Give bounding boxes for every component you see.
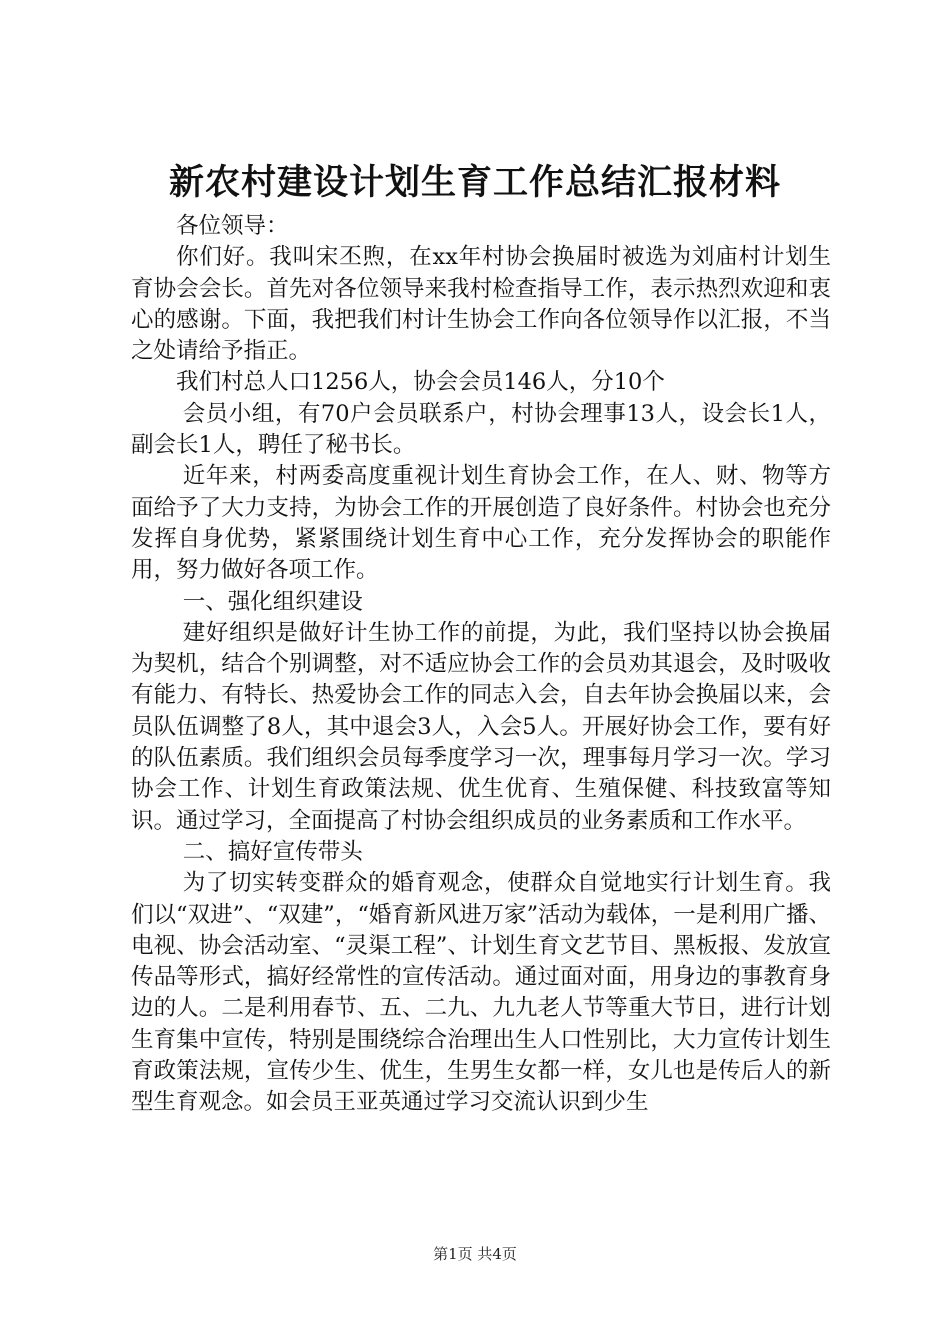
section-heading-1: 一、强化组织建设 (182, 588, 363, 615)
salutation: 各位领导： (176, 213, 289, 239)
paragraph-organization: 建好组织是做好计生协工作的前提，为此，我们坚持以协会换届为契机，结合个别调整，对不适应协会工作的会员劝其退会，及时吸收有能力、有特长、热爱协会工作的同志入会，自去年协会换届以来，会员队伍调整了8人，其中退会3人，入会5人。开展好协会工作，要有好的队伍素质。我们组织会员每季度学习一次，理事每月学习一次。学习协会工作、计划生育政策法规、优生优育、生殖保健、科技致富等知识。通过学习，全面提高了村协会组织成员的业务素质和工作水平。 (131, 619, 831, 834)
paragraph-support: 近年来，村两委高度重视计划生育协会工作，在人、财、物等方面给予了大力支持，为协会工作的开展创造了良好条件。村协会也充分发挥自身优势，紧紧围绕计划生育中心工作，充分发挥协会的职能作用，努力做好各项工作。 (131, 463, 831, 584)
paragraph-population: 我们村总人口1256人，协会会员146人，分10个 (176, 369, 665, 396)
page-number: 第1页 共4页 (433, 1245, 517, 1263)
document-title: 新农村建设计划生育工作总结汇报材料 (168, 162, 781, 203)
paragraph-groups: 会员小组，有70户会员联系户，村协会理事13人，设会长1人，副会长1人，聘任了秘书长。 (131, 400, 831, 459)
document-body (131, 211, 831, 1119)
paragraph-intro: 你们好。我叫宋丕煦，在xx年村协会换届时被选为刘庙村计划生育协会会长。首先对各位领导来我村检查指导工作，表示热烈欢迎和衷心的感谢。下面，我把我们村计生协会工作向各位领导作以汇报，不当之处请给予指正。 (131, 244, 831, 365)
paragraph-publicity: 为了切实转变群众的婚育观念，使群众自觉地实行计划生育。我们以“双进”、“双建”，“婚育新风进万家”活动为载体，一是利用广播、电视、协会活动室、“灵渠工程”、计划生育文艺节目、黑板报、发放宣传品等形式，搞好经常性的宣传活动。通过面对面，用身边的事教育身边的人。二是利用春节、五、二九、九九老人节等重大节日，进行计划生育集中宣传，特别是围绕综合治理出生人口性别比，大力宣传计划生育政策法规，宣传少生、优生，生男生女都一样，女儿也是传后人的新型生育观念。如会员王亚英通过学习交流认识到少生 (131, 870, 831, 1116)
section-heading-2: 二、搞好宣传带头 (182, 838, 363, 865)
